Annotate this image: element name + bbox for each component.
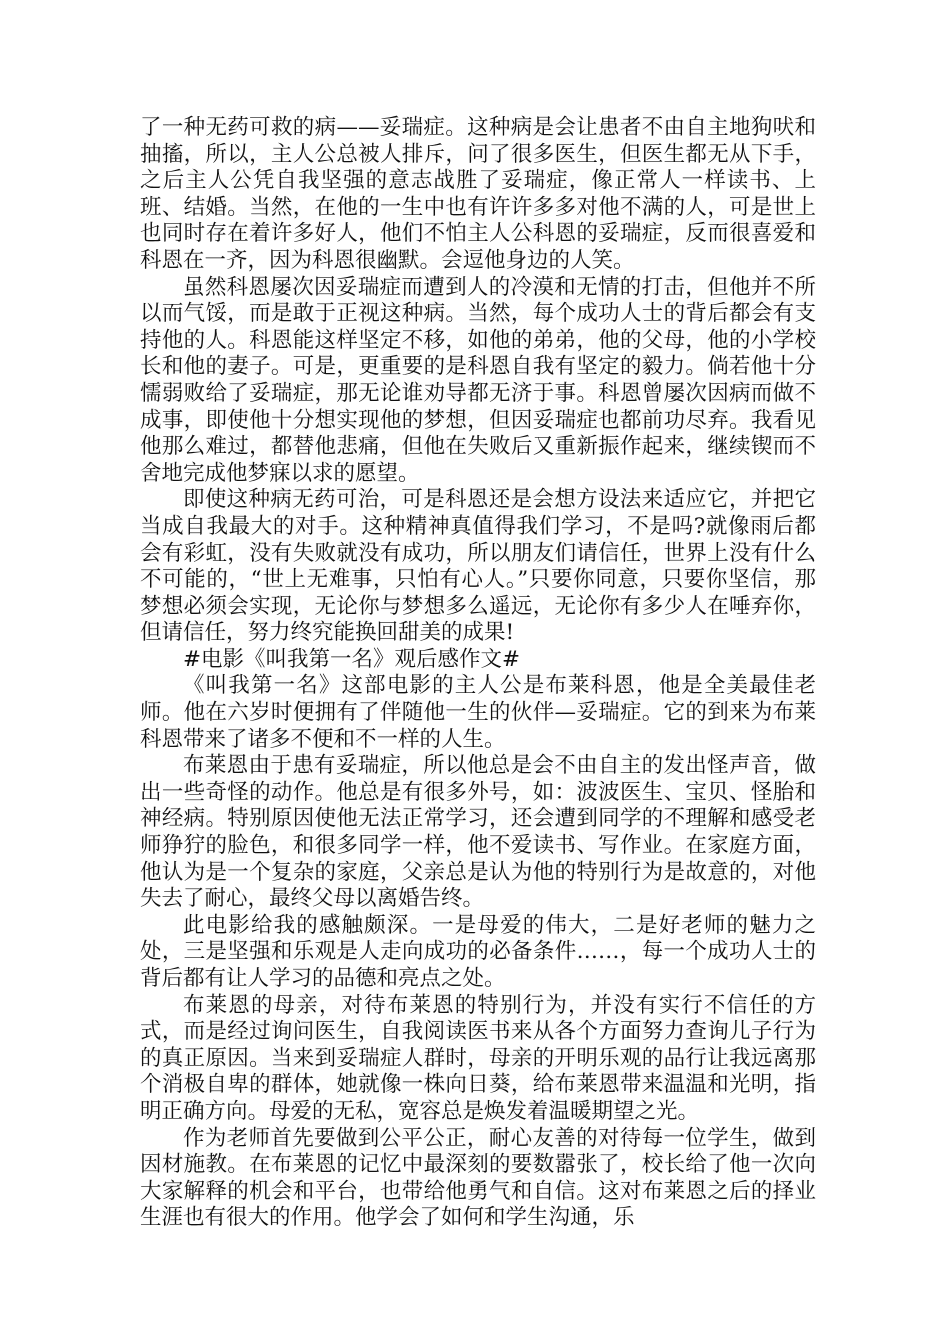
paragraph-2: 虽然科恩屡次因妥瑞症而遭到人的冷漠和无情的打击，但他并不所以而气馁，而是敢于正视这种病。当然，每个成功人士的背后都会有支持他的人。科恩能这样坚定不移，如他的弟弟，他的父母，他的小学校长和他的妻子。可是，更重要的是科恩自我有坚定的毅力。倘若他十分懦弱败给了妥瑞症，那无论谁劝导都无济于事。科恩曾屡次因病而做不成事，即使他十分想实现他的梦想，但因妥瑞症也都前功尽弃。我看见他那么难过，都替他悲痛，但他在失败后又重新振作起来，继续锲而不舍地完成他梦寐以求的愿望。 [140,274,816,486]
paragraph-1: 了一种无药可救的病——妥瑞症。这种病是会让患者不由自主地狗吠和抽搐，所以，主人公总被人排斥，问了很多医生，但医生都无从下手，之后主人公凭自我坚强的意志战胜了妥瑞症，像正常人一样读书、上班、结婚。当然，在他的一生中也有许许多多对他不满的人，可是世上也同时存在着许多好人，他们不怕主人公科恩的妥瑞症，反而很喜爱和科恩在一齐，因为科恩很幽默。会逗他身边的人笑。 [140,115,816,273]
paragraph-4: 《叫我第一名》这部电影的主人公是布莱科恩，他是全美最佳老师。他在六岁时便拥有了伴随他一生的伙伴—妥瑞症。它的到来为布莱科恩带来了诸多不便和不一样的人生。 [140,673,816,752]
document-page [140,115,816,1232]
paragraph-7: 布莱恩的母亲，对待布莱恩的特别行为，并没有实行不信任的方式，而是经过询问医生，自我阅读医书来从各个方面努力查询儿子行为的真正原因。当来到妥瑞症人群时，母亲的开明乐观的品行让我远离那个消极自卑的群体，她就像一株向日葵，给布莱恩带来温温和光明，指明正确方向。母爱的无私，宽容总是焕发着温暖期望之光。 [140,992,816,1124]
paragraph-3: 即使这种病无药可治，可是科恩还是会想方设法来适应它，并把它当成自我最大的对手。这种精神真值得我们学习，不是吗?就像雨后都会有彩虹，没有失败就没有成功，所以朋友们请信任，世界上没有什么不可能的，“世上无难事，只怕有心人。”只要你同意，只要你坚信，那梦想必须会实现，无论你与梦想多么遥远，无论你有多少人在唾弃你，但请信任，努力终究能换回甜美的成果! [140,487,816,646]
paragraph-8: 作为老师首先要做到公平公正，耐心友善的对待每一位学生，做到因材施教。在布莱恩的记忆中最深刻的要数嚣张了，校长给了他一次向大家解释的机会和平台，也带给他勇气和自信。这对布莱恩之后的择业生涯也有很大的作用。他学会了如何和学生沟通，乐 [140,1125,816,1231]
paragraph-5: 布莱恩由于患有妥瑞症，所以他总是会不由自主的发出怪声音，做出一些奇怪的动作。他总是有很多外号，如：波波医生、宝贝、怪胎和神经病。特别原因使他无法正常学习，还会遭到同学的不理解和感受老师狰狞的脸色，和很多同学一样，他不爱读书、写作业。在家庭方面，他认为是一个复杂的家庭，父亲总是认为他的特别行为是故意的，对他失去了耐心，最终父母以离婚告终。 [140,753,816,912]
paragraph-6: 此电影给我的感触颇深。一是母爱的伟大，二是好老师的魅力之处，三是坚强和乐观是人走向成功的必备条件……，每一个成功人士的背后都有让人学习的品德和亮点之处。 [140,912,816,991]
section-heading: #电影《叫我第一名》观后感作文# [183,646,521,672]
